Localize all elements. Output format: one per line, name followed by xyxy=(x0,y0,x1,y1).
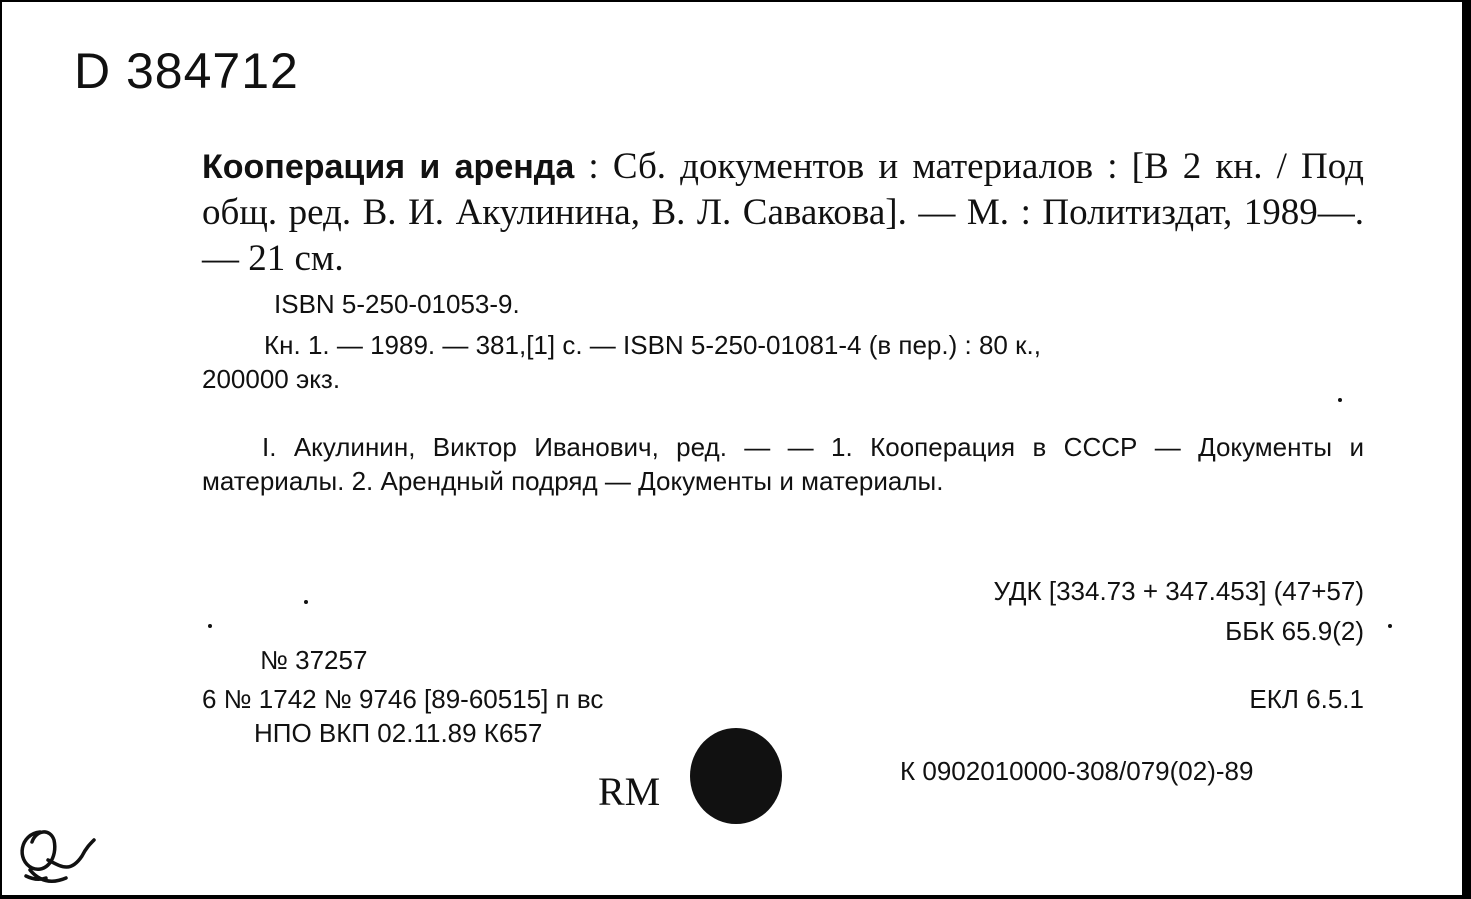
volume-line-1: Кн. 1. — 1989. — 381,[1] с. — ISBN 5-250-01081-4 (в пер.) : 80 к., xyxy=(264,330,1041,360)
title-statement xyxy=(202,144,1364,282)
order-line: 6 № 1742 № 9746 [89-60515] п вс xyxy=(202,684,604,714)
ekl: ЕКЛ 6.5.1 xyxy=(1249,684,1364,714)
tracings: I. Акулинин, Виктор Иванович, ред. — — 1. Кооперация в СССР — Документы и материалы. 2. Арендный подряд — Документы и материалы. xyxy=(202,432,1364,496)
black-dot-mark xyxy=(690,728,782,824)
title-bold: Кооперация и аренда xyxy=(202,148,575,186)
speck-mark xyxy=(304,600,308,604)
speck-mark xyxy=(1338,398,1342,402)
isbn-main: ISBN 5-250-01053-9. xyxy=(274,289,520,319)
record-number: № 37257 xyxy=(260,645,368,675)
udk: УДК [334.73 + 347.453] (47+57) xyxy=(993,576,1364,606)
catalog-card xyxy=(2,2,1462,895)
volume-line-2: 200000 экз. xyxy=(202,364,341,394)
call-number: D 384712 xyxy=(74,43,299,99)
bbk: ББК 65.9(2) xyxy=(1225,616,1364,646)
speck-mark xyxy=(1388,624,1392,628)
handwritten-signature xyxy=(10,820,100,895)
npo-line: НПО ВКП 02.11.89 К657 xyxy=(254,718,543,748)
rm-stamp: RM xyxy=(598,769,661,814)
speck-mark xyxy=(208,624,212,628)
title-rest: : Сб. документов и материалов : [В 2 кн. / Под общ. ред. В. И. Акулинина, В. Л. Савакова]. — М. : Политиздат, 1989—. — 21 см. xyxy=(202,146,1364,279)
k-code: К 0902010000-308/079(02)-89 xyxy=(900,756,1254,786)
